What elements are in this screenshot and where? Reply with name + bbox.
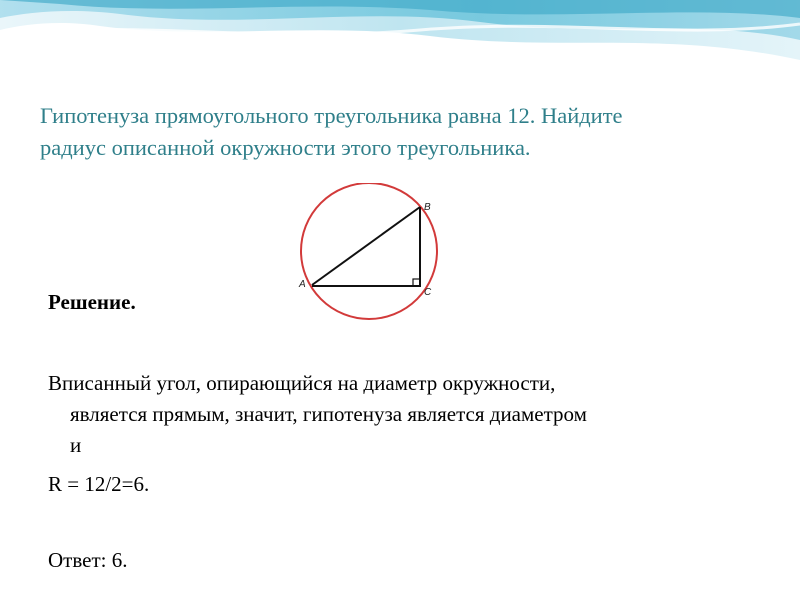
title-line-2: радиус описанной окружности этого треугольника. — [40, 135, 531, 160]
vertex-c-label: C — [424, 287, 432, 298]
title-line-1: Гипотенуза прямоугольного треугольника равна 12. Найдите — [40, 103, 623, 128]
header-wave-decoration — [0, 0, 800, 92]
solution-heading: Решение. — [48, 290, 136, 314]
vertex-a-label: A — [299, 279, 306, 290]
solution-line-1: Вписанный угол, опирающийся на диаметр окружности, — [48, 371, 556, 395]
problem-title — [40, 100, 780, 164]
radius-formula: R = 12/2=6. — [48, 472, 150, 496]
triangle-in-circle-figure — [292, 183, 444, 323]
solution-line-2: является прямым, значит, гипотенуза является диаметром — [70, 402, 587, 426]
answer-text: Ответ: 6. — [48, 548, 128, 572]
vertex-b-label: B — [424, 202, 431, 213]
solution-line-3: и — [70, 433, 82, 457]
